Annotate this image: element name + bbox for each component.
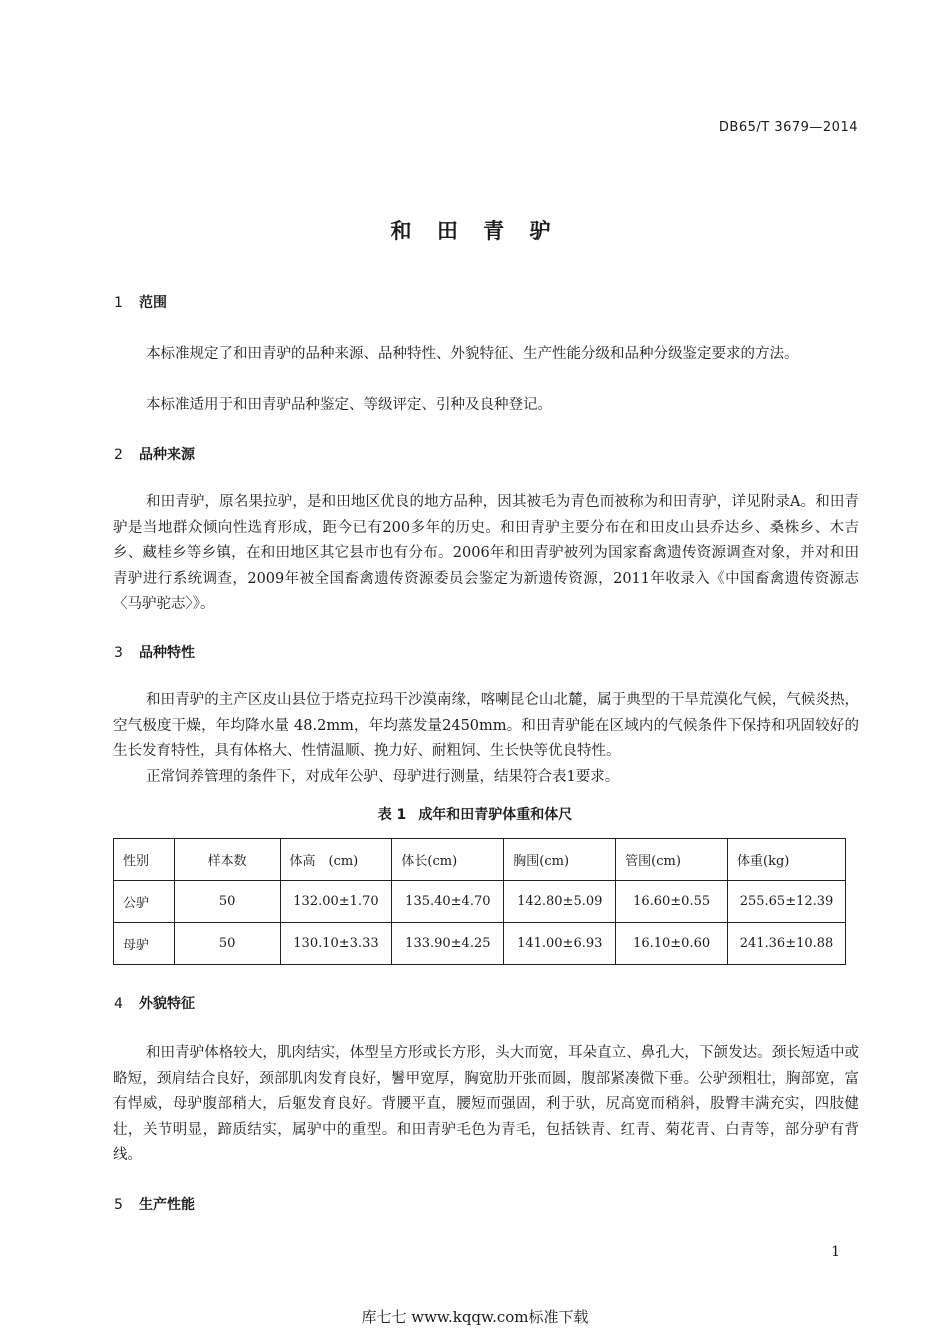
table-cell: 142.80±5.09 bbox=[504, 881, 616, 923]
document-number: DB65/T 3679—2014 bbox=[718, 120, 858, 135]
document-title: 和 田 青 驴 bbox=[390, 219, 560, 243]
section-title: 生产性能 bbox=[139, 1197, 195, 1213]
section-number: 3 bbox=[114, 645, 123, 661]
table-cell: 母驴 bbox=[114, 923, 175, 965]
section-number: 4 bbox=[114, 996, 123, 1012]
paragraph: 和田青驴，原名果拉驴，是和田地区优良的地方品种，因其被毛为青色而被称为和田青驴，详见附录A。和田青驴是当地群众倾向性选育形成，距今已有200多年的历史。和田青驴主要分布在和田皮山县乔达乡、桑株乡、木吉乡、藏桂乡等乡镇，在和田地区其它县市也有分布。2006年和田青驴被列为国家畜禽遗传资源调查对象，并对和田青驴进行系统调查，2009年被全国畜禽遗传资源委员会鉴定为新遗传资源，2011年收录入《中国畜禽遗传资源志〈马驴驼志〉》。 bbox=[113, 494, 859, 612]
paragraph: 和田青驴的主产区皮山县位于塔克拉玛干沙漠南缘，喀喇昆仑山北麓，属于典型的干旱荒漠化气候，气候炎热，空气极度干燥，年均降水量 48.2mm，年均蒸发量2450mm。和田青驴能在区域内的气候条件下保持和巩固较好的生长发育特性，具有体格大、性情温顺、挽力好、耐粗饲、生长快等优良特性。 bbox=[113, 692, 859, 759]
table-cell: 公驴 bbox=[114, 881, 175, 923]
paragraph: 本标准适用于和田青驴品种鉴定、等级评定、引种及良种登记。 bbox=[146, 397, 552, 413]
table-cell: 255.65±12.39 bbox=[728, 881, 846, 923]
table-cell: 135.40±4.70 bbox=[392, 881, 504, 923]
table-row bbox=[114, 881, 846, 923]
section-heading bbox=[114, 642, 195, 662]
table-number: 表 1 bbox=[377, 807, 407, 823]
table-cell: 16.10±0.60 bbox=[616, 923, 728, 965]
table-caption-text: 成年和田青驴体重和体尺 bbox=[418, 807, 573, 823]
table-header-row bbox=[114, 839, 846, 881]
section-heading bbox=[114, 993, 195, 1013]
paragraph: 正常饲养管理的条件下，对成年公驴、母驴进行测量，结果符合表1要求。 bbox=[146, 769, 620, 785]
column-header: 性别 bbox=[114, 839, 175, 881]
section-heading bbox=[114, 444, 195, 464]
section-number: 5 bbox=[114, 1197, 123, 1213]
section-title: 范围 bbox=[139, 295, 167, 311]
section-number: 2 bbox=[114, 447, 123, 463]
paragraph: 本标准规定了和田青驴的品种来源、品种特性、外貌特征、生产性能分级和品种分级鉴定要求的方法。 bbox=[146, 346, 799, 362]
column-header: 胸围(cm) bbox=[504, 839, 616, 881]
page-number: 1 bbox=[831, 1244, 840, 1260]
section-title: 品种来源 bbox=[139, 447, 195, 463]
table-cell: 130.10±3.33 bbox=[280, 923, 392, 965]
column-header: 体长(cm) bbox=[392, 839, 504, 881]
column-header: 体高 (cm) bbox=[280, 839, 392, 881]
table-cell: 132.00±1.70 bbox=[280, 881, 392, 923]
watermark-footer: 库七七 www.kqqw.com标准下载 bbox=[361, 1308, 589, 1326]
measurement-table bbox=[113, 838, 846, 965]
section-title: 外貌特征 bbox=[139, 996, 195, 1012]
section-heading bbox=[114, 292, 167, 312]
table-row bbox=[114, 923, 846, 965]
section-title: 品种特性 bbox=[139, 645, 195, 661]
table-cell: 50 bbox=[174, 923, 280, 965]
column-header: 体重(kg) bbox=[728, 839, 846, 881]
column-header: 样本数 bbox=[174, 839, 280, 881]
table-cell: 133.90±4.25 bbox=[392, 923, 504, 965]
section-heading bbox=[114, 1194, 195, 1214]
table-cell: 16.60±0.55 bbox=[616, 881, 728, 923]
table-caption bbox=[0, 804, 950, 824]
table-cell: 50 bbox=[174, 881, 280, 923]
table-cell: 141.00±6.93 bbox=[504, 923, 616, 965]
paragraph: 和田青驴体格较大，肌肉结实，体型呈方形或长方形，头大而宽，耳朵直立、鼻孔大，下颌发达。颈长短适中或略短，颈肩结合良好，颈部肌肉发育良好，鬐甲宽厚，胸宽肋开张而圆，腹部紧凑微下垂。公驴颈粗壮，胸部宽，富有悍威，母驴腹部稍大，后躯发育良好。背腰平直，腰短而强固，利于驮，尻高宽而稍斜，股臀丰满充实，四肢健壮，关节明显，蹄质结实，属驴中的重型。和田青驴毛色为青毛，包括铁青、红青、菊花青、白青等，部分驴有背线。 bbox=[113, 1045, 859, 1163]
column-header: 管围(cm) bbox=[616, 839, 728, 881]
table-cell: 241.36±10.88 bbox=[728, 923, 846, 965]
section-number: 1 bbox=[114, 295, 123, 311]
